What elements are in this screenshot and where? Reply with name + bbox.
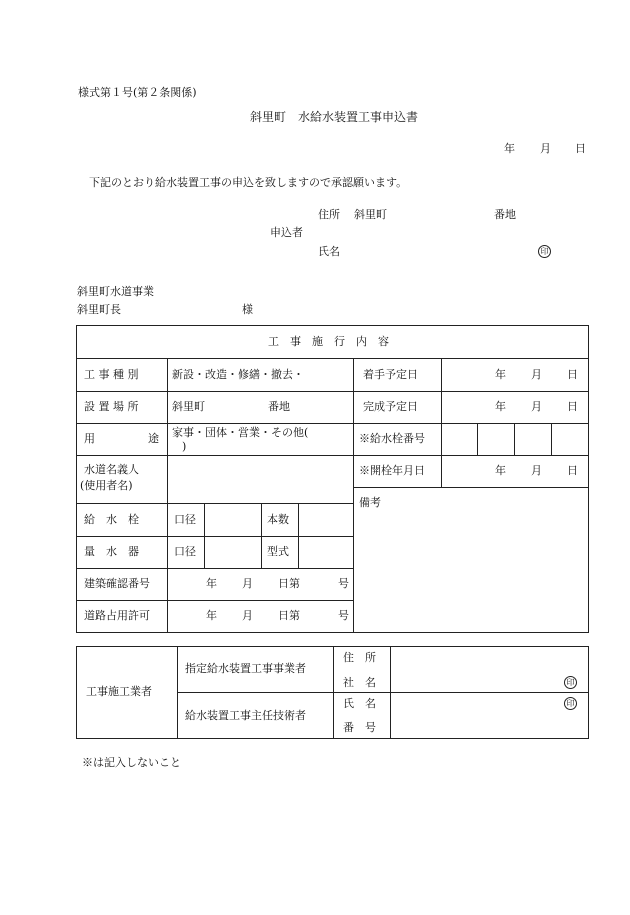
location-label: 設 置 場 所 [84, 400, 139, 413]
building-confirm-go: 号 [338, 577, 349, 590]
applicant-town: 斜里町 [354, 208, 387, 221]
designated-contractor-label: 指定給水装置工事事業者 [185, 662, 306, 675]
chief-number-label: 番 号 [343, 721, 376, 734]
road-permit-label: 道路占用許可 [84, 609, 150, 622]
usage-label-left: 用 [84, 432, 95, 445]
start-date-day[interactable]: 日 [567, 368, 578, 381]
location-banchi: 番地 [268, 400, 290, 413]
seal-icon: 印 [564, 676, 577, 689]
opening-date-month[interactable]: 月 [531, 464, 542, 477]
remarks-label: 備考 [359, 496, 381, 509]
building-confirm-day-no[interactable]: 日第 [278, 577, 300, 590]
addressee-sama: 様 [242, 303, 253, 316]
meter-model-label: 型式 [267, 545, 289, 558]
page-title: 斜里町 水給水装置工事申込書 [250, 110, 419, 124]
start-date-year[interactable]: 年 [495, 368, 506, 381]
owner-sublabel: (使用者名) [80, 479, 133, 492]
date-month[interactable]: 月 [540, 142, 551, 155]
faucet-label: 給 水 栓 [84, 513, 139, 526]
date-year[interactable]: 年 [504, 142, 515, 155]
road-permit-month[interactable]: 月 [242, 609, 253, 622]
opening-date-label: ※開栓年月日 [359, 464, 425, 477]
meter-label: 量 水 器 [84, 545, 139, 558]
complete-date-month[interactable]: 月 [531, 400, 542, 413]
start-date-label: 着手予定日 [363, 368, 418, 381]
form-number: 様式第１号(第２条関係) [78, 86, 197, 99]
intro-text: 下記のとおり給水装置工事の申込を致しますので承認願います。 [89, 176, 408, 189]
chief-name-label: 氏 名 [343, 697, 376, 710]
road-permit-year[interactable]: 年 [206, 609, 217, 622]
faucet-diameter-label: 口径 [174, 513, 196, 526]
opening-date-day[interactable]: 日 [567, 464, 578, 477]
complete-date-label: 完成予定日 [363, 400, 418, 413]
addressee-title: 斜里町長 [77, 303, 121, 316]
contractor-company-label: 社 名 [343, 676, 376, 689]
building-confirm-month[interactable]: 月 [242, 577, 253, 590]
owner-label: 水道名義人 [84, 463, 139, 476]
footnote: ※は記入しないこと [82, 756, 181, 769]
location-town: 斜里町 [172, 400, 205, 413]
road-permit-go: 号 [338, 609, 349, 622]
seal-icon: 印 [564, 697, 577, 710]
table-header: 工 事 施 行 内 容 [268, 335, 389, 348]
work-type-label: 工 事 種 別 [84, 368, 139, 381]
complete-date-day[interactable]: 日 [567, 400, 578, 413]
building-confirm-year[interactable]: 年 [206, 577, 217, 590]
work-type-options[interactable]: 新設・改造・修繕・撤去・ [172, 368, 304, 381]
applicant-banchi: 番地 [494, 208, 516, 221]
addressee-org: 斜里町水道事業 [77, 285, 154, 298]
applicant-name-label: 氏名 [318, 245, 340, 258]
usage-options-close: ) [182, 440, 187, 453]
chief-engineer-label: 給水装置工事主任技術者 [185, 709, 306, 722]
applicant-address-label: 住所 [318, 208, 340, 221]
faucet-count-label: 本数 [267, 513, 289, 526]
road-permit-day-no[interactable]: 日第 [278, 609, 300, 622]
contractor-address-label: 住 所 [343, 651, 376, 664]
start-date-month[interactable]: 月 [531, 368, 542, 381]
applicant-label: 申込者 [270, 226, 303, 239]
opening-date-year[interactable]: 年 [495, 464, 506, 477]
complete-date-year[interactable]: 年 [495, 400, 506, 413]
building-confirm-label: 建築確認番号 [84, 577, 150, 590]
seal-icon: 印 [538, 245, 551, 258]
meter-diameter-label: 口径 [174, 545, 196, 558]
contractor-label: 工事施工業者 [86, 685, 152, 698]
faucet-number-label: ※給水栓番号 [359, 432, 425, 445]
date-day[interactable]: 日 [575, 142, 586, 155]
usage-options[interactable]: 家事・団体・営業・その他( [172, 426, 309, 439]
usage-label-right: 途 [148, 432, 159, 445]
